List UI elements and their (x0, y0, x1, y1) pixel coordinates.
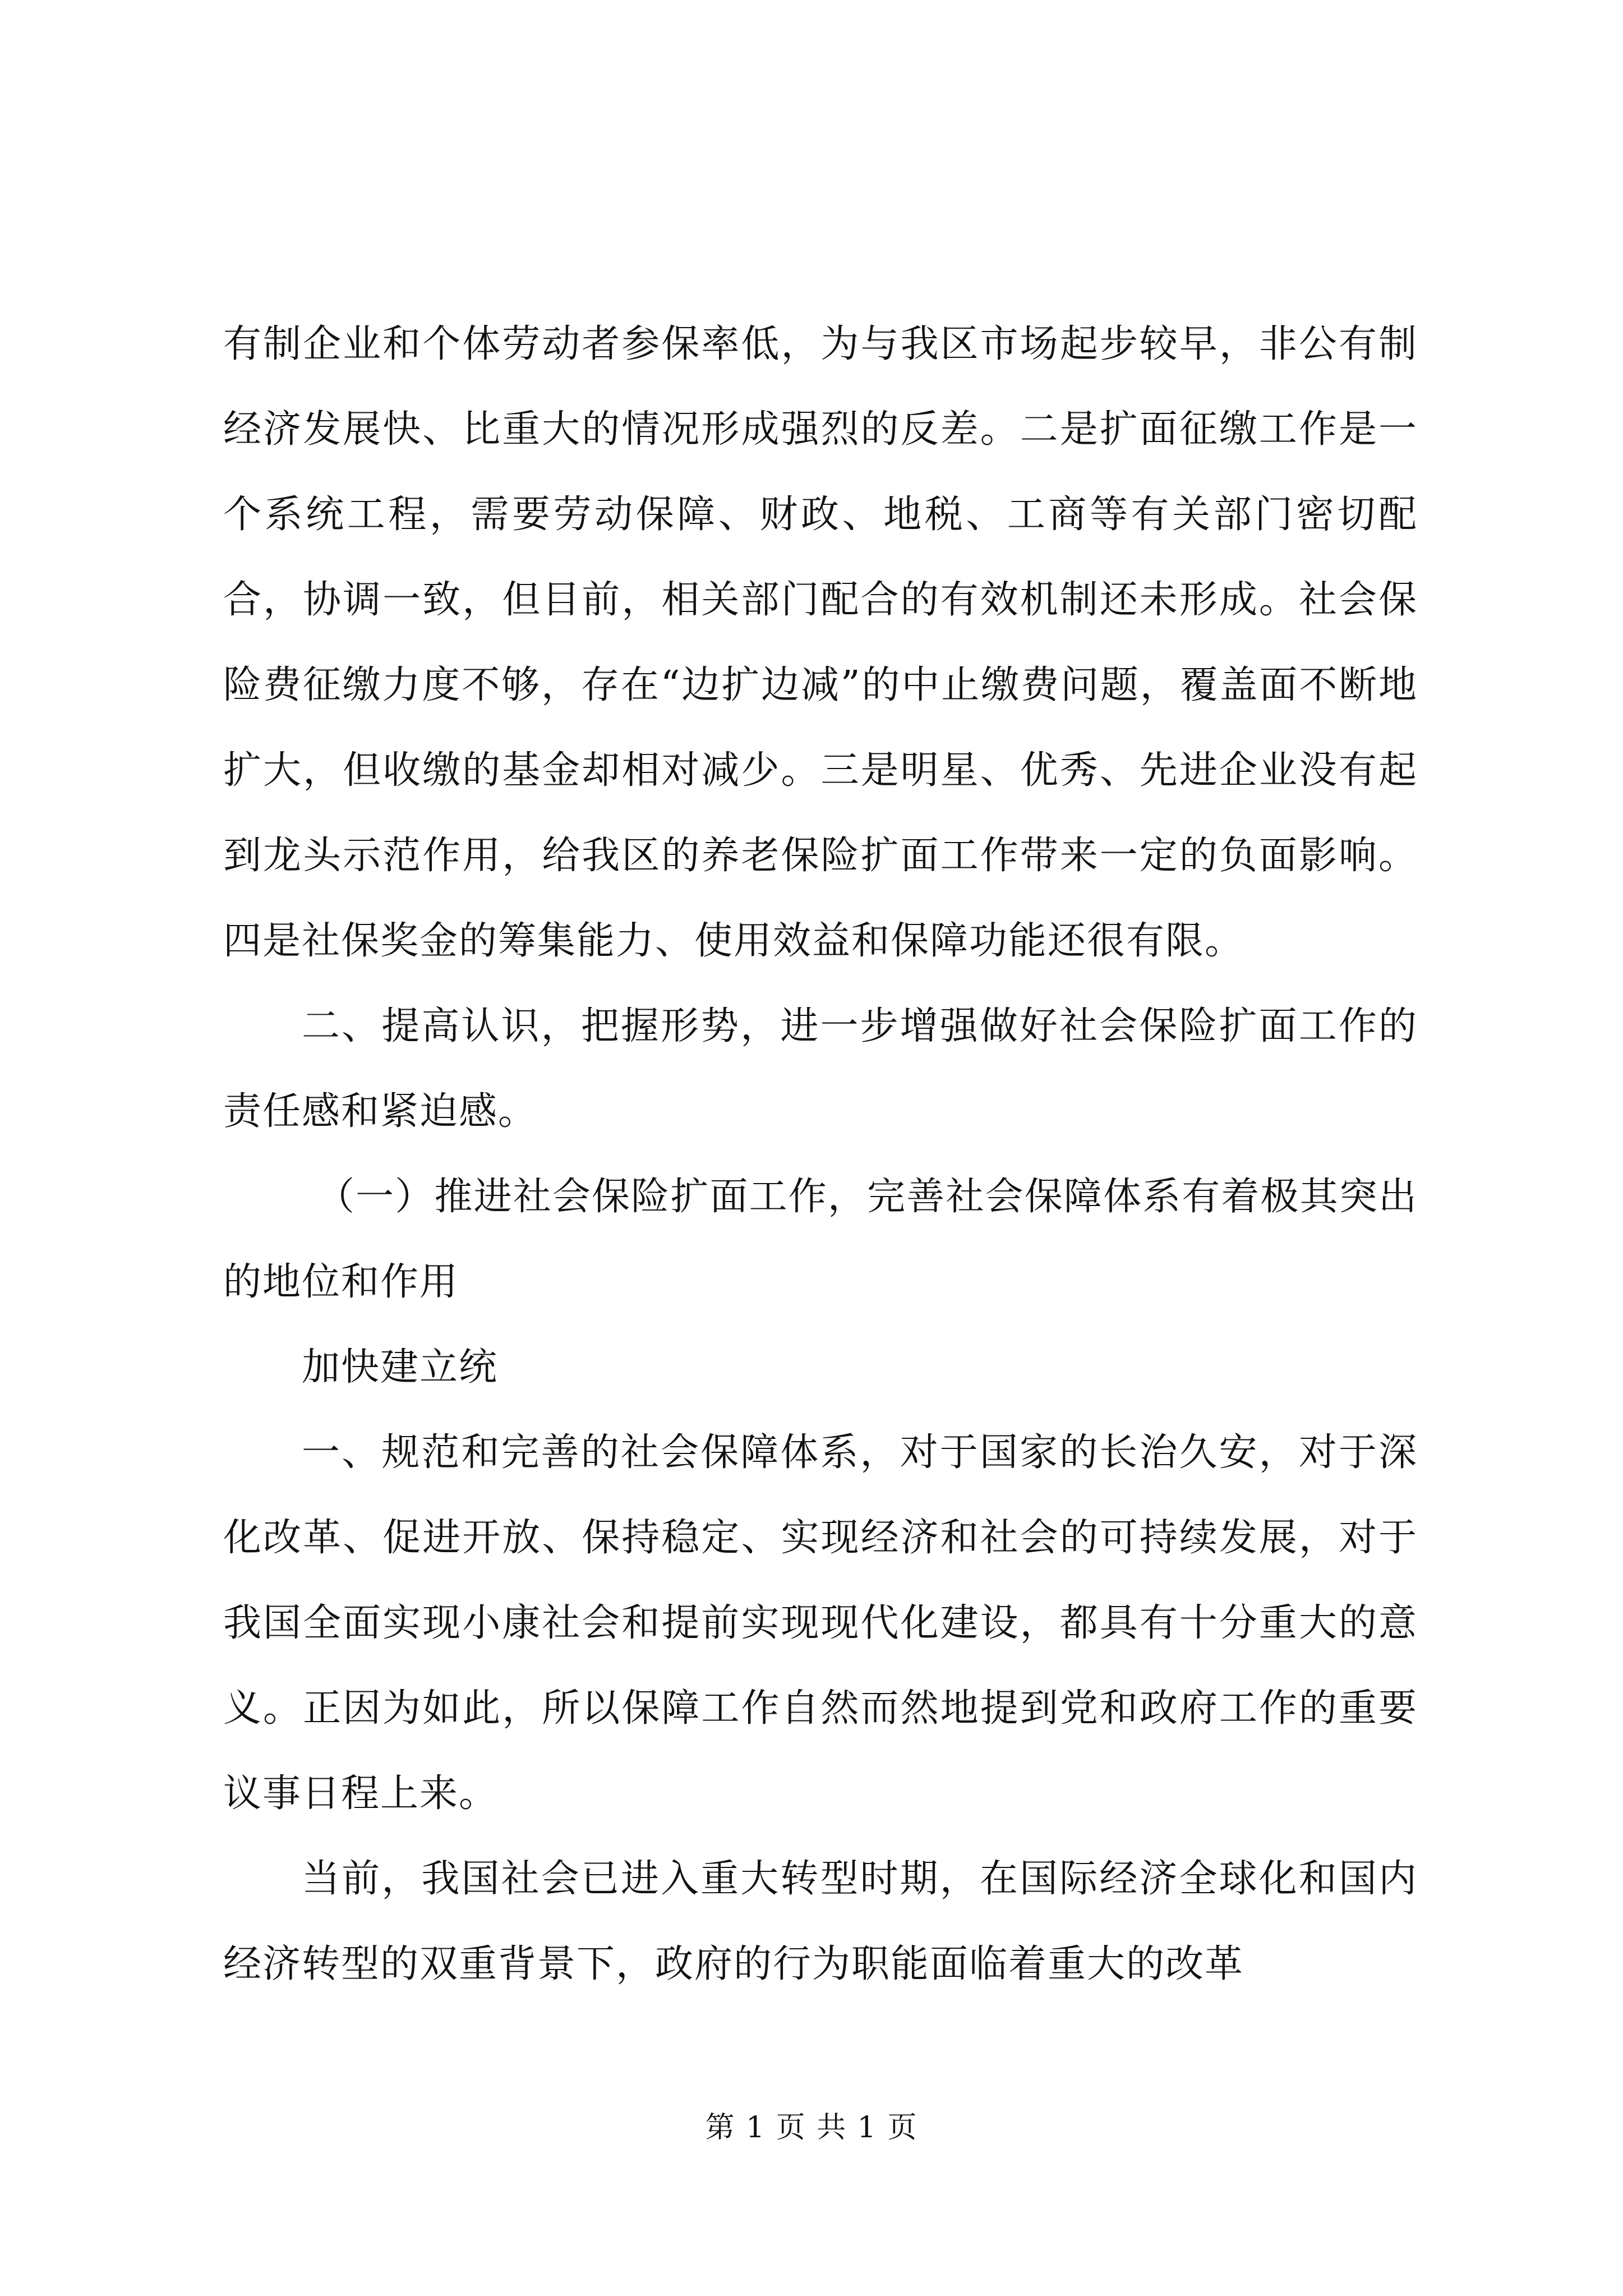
section-heading-two: 二、提高认识，把握形势，进一步增强做好社会保险扩面工作的责任感和紧迫感。 (223, 1004, 1418, 1134)
paragraph-current-transition: 当前，我国社会已进入重大转型时期，在国际经济全球化和国内经济转型的双重背景下，政府的行为职能面临着重大的改革 (223, 1857, 1418, 1986)
paragraph-continuation: 有制企业和个体劳动者参保率低，为与我区市场起步较早，非公有制经济发展快、比重大的情况形成强烈的反差。二是扩面征缴工作是一个系统工程，需要劳动保障、财政、地税、工商等有关部门密切配合，协调一致，但目前，相关部门配合的有效机制还未形成。社会保险费征缴力度不够，存在“边扩边减”的中止缴费问题，覆盖面不断地扩大，但收缴的基金却相对减少。三是明星、优秀、先进企业没有起到龙头示范作用，给我区的养老保险扩面工作带来一定的负面影响。四是社保奖金的筹集能力、使用效益和保障功能还很有限。 (223, 322, 1418, 963)
document-body (223, 302, 1418, 2007)
paragraph-social-security-system: 一、规范和完善的社会保障体系，对于国家的长治久安，对于深化改革、促进开放、保持稳定、实现经济和社会的可持续发展，对于我国全面实现小康社会和提前实现现代化建设，都具有十分重大的意义。正因为如此，所以保障工作自然而然地提到党和政府工作的重要议事日程上来。 (223, 1430, 1418, 1816)
page-footer: 第 1 页 共 1 页 (705, 2111, 918, 2145)
subsection-heading-one: （一）推进社会保险扩面工作，完善社会保障体系有着极其突出的地位和作用 (223, 1175, 1418, 1304)
paragraph-fragment: 加快建立统 (302, 1345, 499, 1389)
